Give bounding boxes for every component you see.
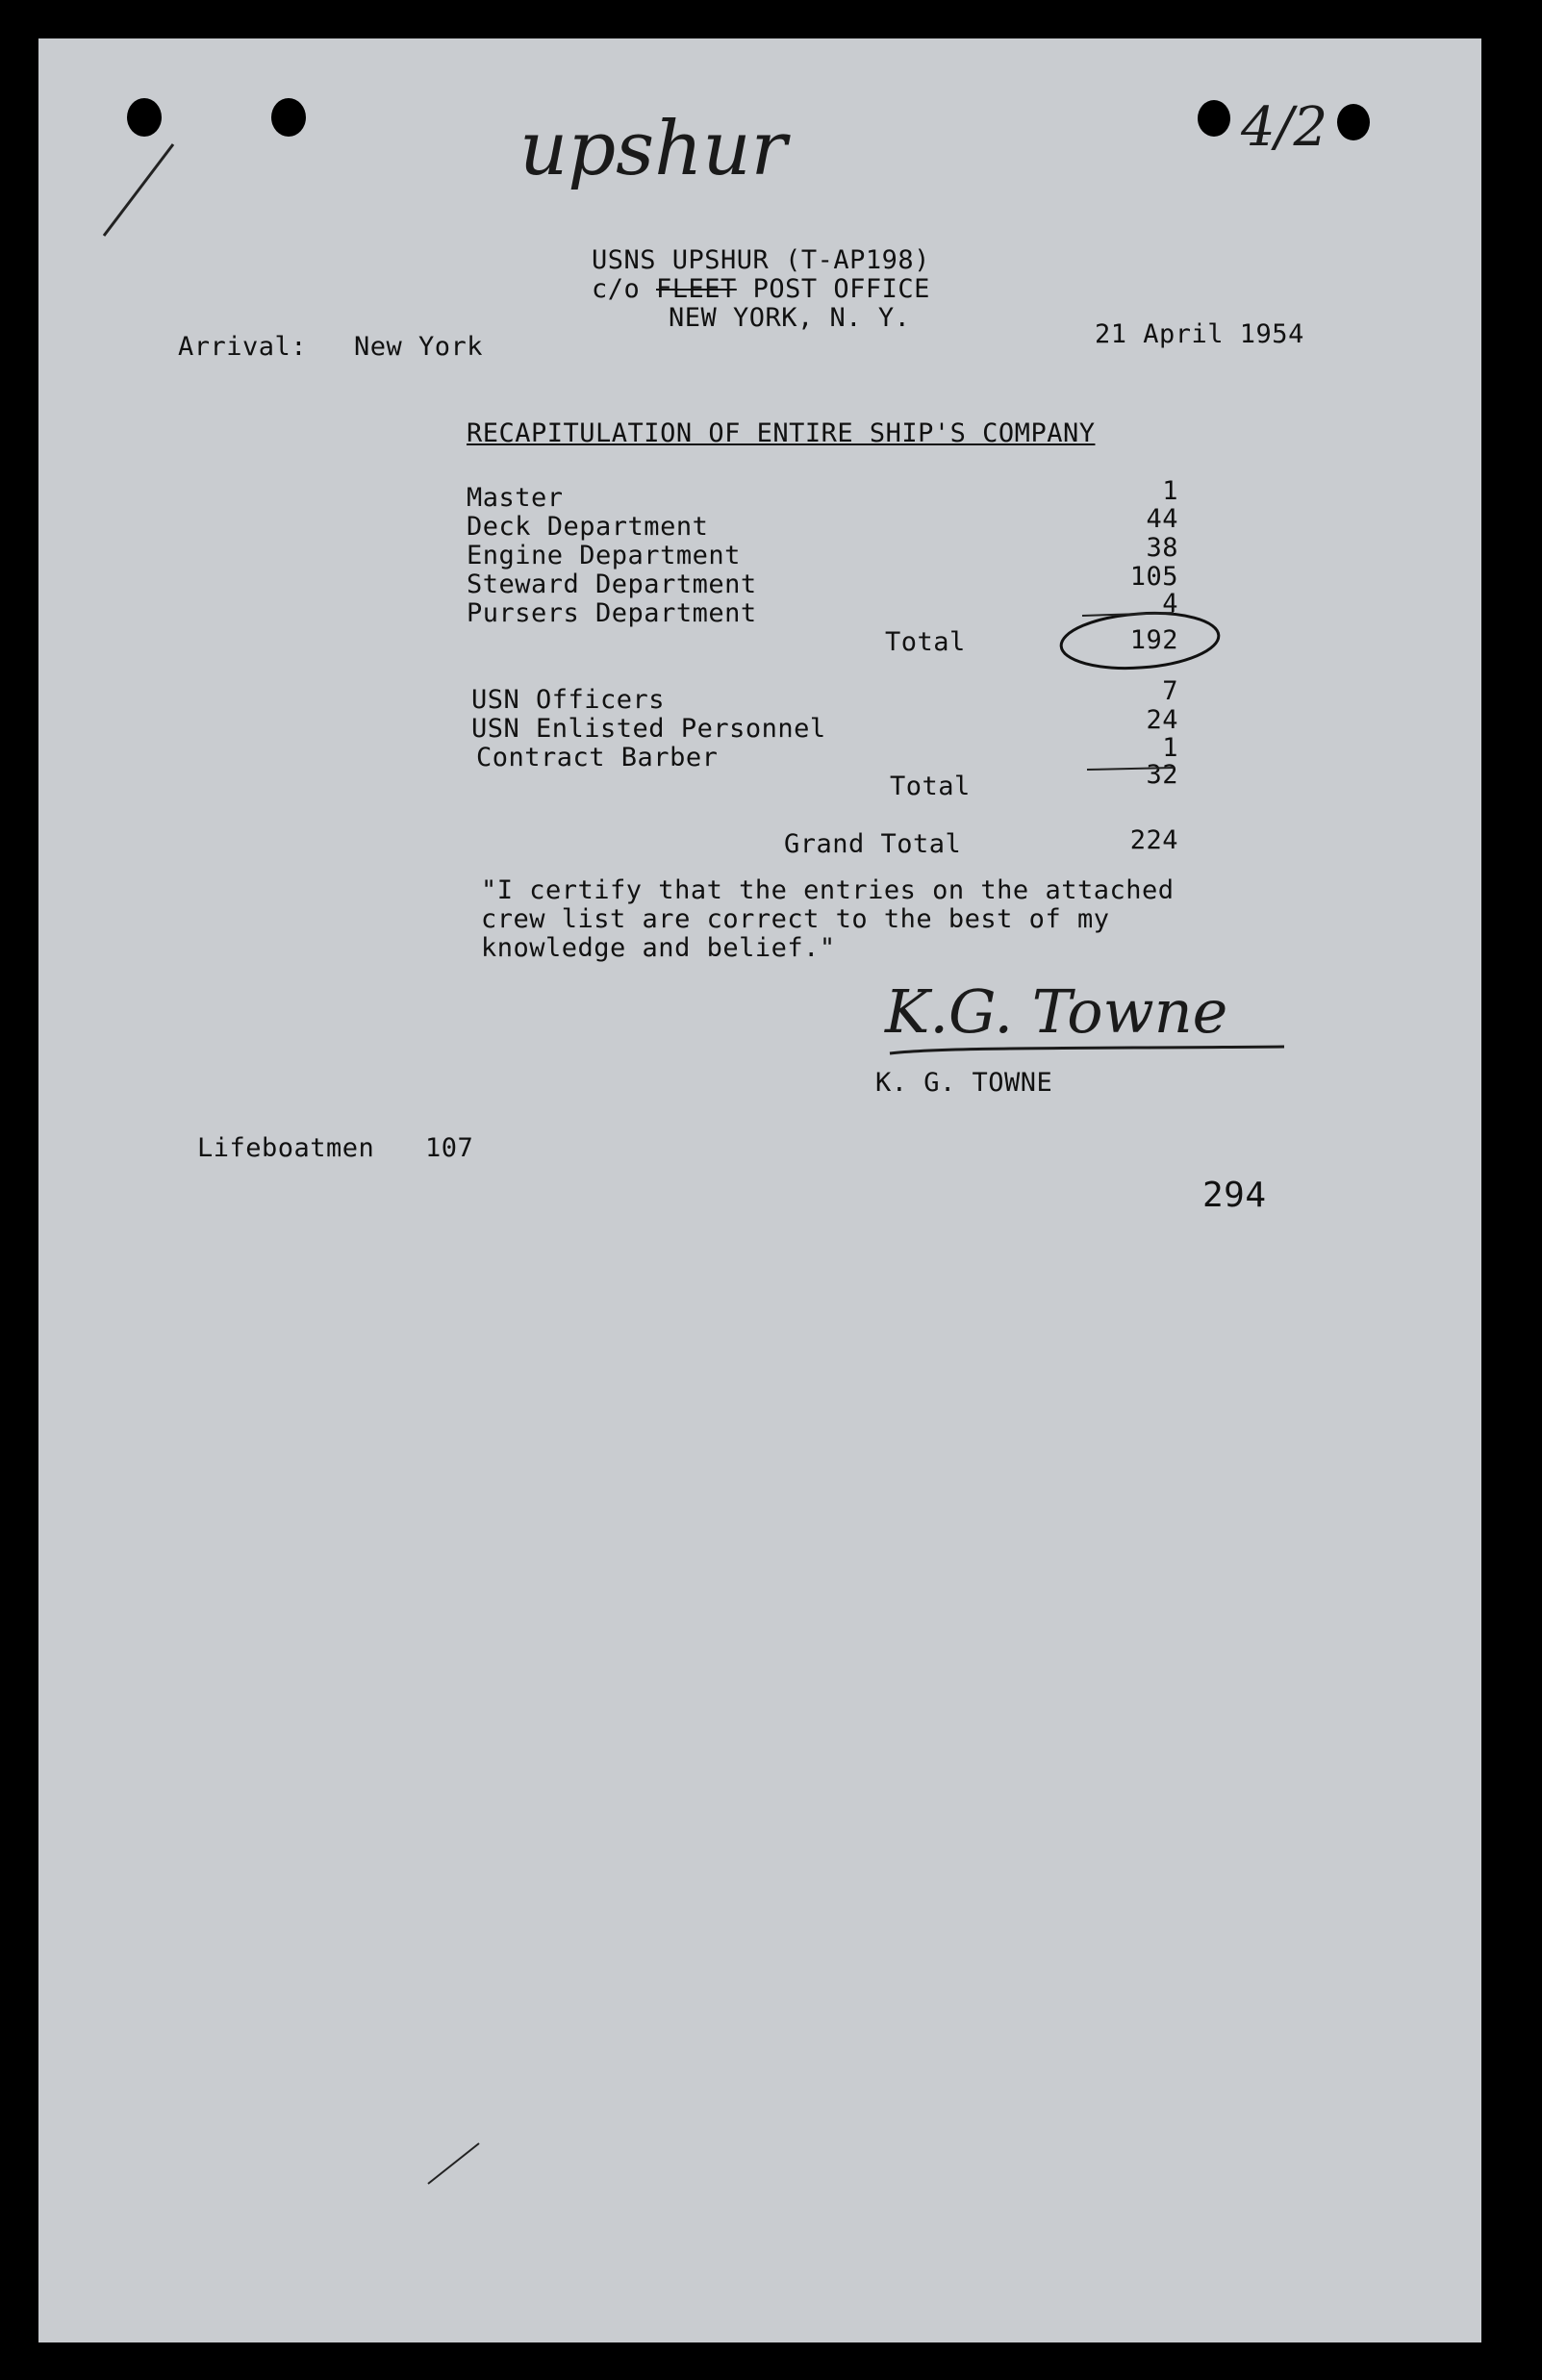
arrival-value: New York <box>354 332 484 362</box>
row-label-usn-officers: USN Officers <box>471 685 666 715</box>
civilian-total-value: 192 <box>1129 625 1178 655</box>
civilian-total-label: Total <box>885 627 966 657</box>
punch-hole-center <box>271 98 306 137</box>
row-value-contract-barber: 1 <box>1162 733 1178 763</box>
document-page <box>38 38 1481 2342</box>
recapitulation-title: RECAPITULATION OF ENTIRE SHIP'S COMPANY <box>467 418 1096 448</box>
handwritten-ship-name: upshur <box>519 106 787 192</box>
letterhead-line2: c/o FLEET POST OFFICE <box>592 274 930 304</box>
arrival-label: Arrival: <box>178 332 308 362</box>
row-label-master: Master <box>467 483 564 513</box>
grand-total-value: 224 <box>1129 825 1178 855</box>
row-label-deck: Deck Department <box>467 512 709 542</box>
handwritten-corner-mark: 4/2 <box>1241 96 1328 159</box>
row-label-pursers: Pursers Department <box>467 598 757 628</box>
row-value-deck: 44 <box>1146 504 1178 534</box>
certification-line: knowledge and belief." <box>481 933 836 963</box>
row-label-usn-enlisted: USN Enlisted Personnel <box>471 714 826 744</box>
lifeboatmen-value: 107 <box>425 1133 474 1163</box>
lifeboatmen-label: Lifeboatmen <box>197 1133 375 1163</box>
punch-hole-left <box>127 98 162 137</box>
handwritten-signature: K.G. Towne <box>885 976 1228 1047</box>
grand-total-label: Grand Total <box>784 829 962 859</box>
signer-name: K. G. TOWNE <box>875 1068 1053 1098</box>
row-value-pursers: 4 <box>1162 589 1178 619</box>
document-date: 21 April 1954 <box>1095 319 1304 349</box>
row-value-steward: 105 <box>1129 562 1178 592</box>
row-label-steward: Steward Department <box>467 570 757 599</box>
navy-total-value: 32 <box>1146 760 1178 790</box>
row-value-master: 1 <box>1162 476 1178 506</box>
row-label-engine: Engine Department <box>467 541 741 570</box>
punch-hole-right-a <box>1198 100 1230 137</box>
certification-line: crew list are correct to the best of my <box>481 904 1110 934</box>
row-value-usn-enlisted: 24 <box>1146 705 1178 735</box>
punch-hole-right-b <box>1337 104 1370 140</box>
page-number: 294 <box>1202 1176 1267 1215</box>
row-value-engine: 38 <box>1146 533 1178 563</box>
navy-total-label: Total <box>890 772 971 801</box>
letterhead-line1: USNS UPSHUR (T-AP198) <box>592 245 930 275</box>
letterhead-line3: NEW YORK, N. Y. <box>669 303 911 333</box>
certification-line: "I certify that the entries on the attached <box>481 875 1175 905</box>
row-label-contract-barber: Contract Barber <box>476 743 719 772</box>
row-value-usn-officers: 7 <box>1162 676 1178 706</box>
